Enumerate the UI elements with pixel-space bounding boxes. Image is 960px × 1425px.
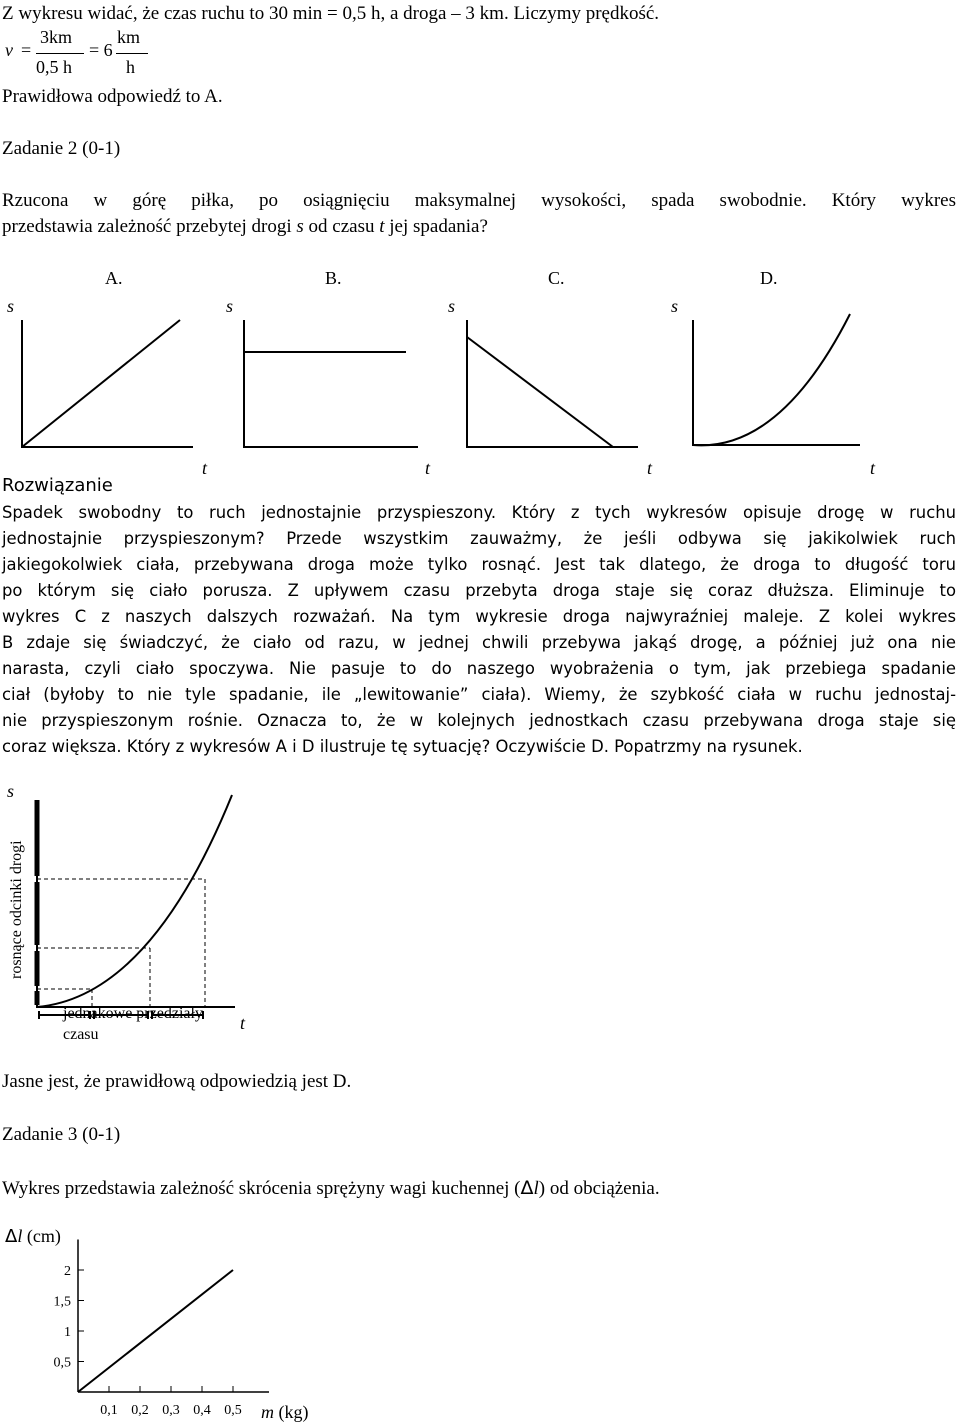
fraction-numerator: 3km — [40, 27, 73, 47]
graph-c-axis-s: s — [448, 296, 456, 316]
solution-line: wykres C z naszych dalszych rozważań. Na tym wykresie droga najwyraźniej maleje. Z kolei wykres — [2, 607, 956, 626]
option-label-a: A. — [105, 268, 123, 288]
chart-x-tick-label: 0,3 — [162, 1403, 180, 1418]
solution-line: coraz większa. Który z wykresów A i D ilustruje tę sytuację? Oczywiście D. Popatrzmy na rysunek. — [2, 737, 803, 756]
chart-y-label: Δl (cm) — [5, 1226, 61, 1247]
fraction-denominator: 0,5 h — [36, 57, 72, 77]
graph-c-axes — [467, 320, 638, 447]
task2-title: Zadanie 2 (0-1) — [2, 138, 121, 159]
equals-sign: = — [21, 40, 32, 60]
chart-x-tick-label: 0,4 — [193, 1403, 211, 1418]
unit-fraction-bar — [116, 53, 148, 54]
task2-question-line-2: przedstawia zależność przebytej drogi s od czasu t jej spadania? — [2, 216, 488, 237]
solution-line: po którym się ciało porusza. Z upływem czasu przebyta droga staje się coraz dłuższa. Eliminuje to — [2, 581, 956, 600]
equals-result: = 6 — [89, 40, 113, 60]
conclusion: Jasne jest, że prawidłową odpowiedzią jest D. — [2, 1071, 352, 1092]
chart-series-line — [78, 1270, 233, 1392]
figure-bottom-label: jednakowe przedziały — [63, 1005, 203, 1022]
task2-question-line-1: Rzucona w górę piłka, po osiągnięciu maksymalnej wysokości, spada swobodnie. Który wykres — [2, 190, 956, 211]
graph-d-axis-t: t — [870, 458, 876, 478]
graph-b-axis-t: t — [425, 458, 431, 478]
chart-y-tick-label: 1 — [64, 1325, 71, 1340]
option-label-d: D. — [760, 268, 778, 288]
chart-x-label: m (kg) — [261, 1402, 309, 1422]
solution-line: B zdaje się świadczyć, że ciało od razu, w jednej chwili przebywa jakąś drogę, a później już ona nie — [2, 633, 956, 652]
chart-y-tick-label: 2 — [64, 1264, 71, 1279]
intro-answer: Prawidłowa odpowiedź to A. — [2, 86, 223, 107]
chart-y-tick-label: 0,5 — [53, 1355, 71, 1371]
chart-y-tick-label: 1,5 — [53, 1294, 71, 1310]
graph-b-axes — [244, 320, 418, 447]
solution-line: ciał (byłoby to nie tyle spadanie, ile „lewitowanie” ciała). Wiemy, że szybkość ciała w ruchu jednostaj- — [2, 685, 956, 704]
graph-b-axis-s: s — [226, 296, 234, 316]
graph-c-line — [467, 337, 613, 447]
solution-line: narasta, czyli ciało spoczywa. Nie pasuje to do naszego wyobrażenia o tym, jak przebiega spadanie — [2, 659, 956, 678]
option-label-b: B. — [325, 268, 342, 288]
graph-d-axes — [693, 320, 860, 445]
graph-d-axis-s: s — [671, 296, 679, 316]
option-graphs — [0, 300, 960, 460]
task3-question: Wykres przedstawia zależność skrócenia sprężyny wagi kuchennej (Δl) od obciążenia. — [2, 1177, 660, 1199]
option-label-c: C. — [548, 268, 565, 288]
solution-line: jakiegokolwiek ciała, przebywana droga może tylko rosnąć. Jest tak dlatego, że droga to długość toru — [2, 555, 956, 574]
figure-axis-t: t — [240, 1013, 246, 1033]
figure-axis-s: s — [7, 781, 15, 801]
unit-numerator: km — [117, 27, 141, 47]
task3-title: Zadanie 3 (0-1) — [2, 1124, 121, 1145]
intro-line: Z wykresu widać, że czas ruchu to 30 min = 0,5 h, a droga – 3 km. Liczymy prędkość. — [2, 3, 660, 24]
solution-title: Rozwiązanie — [2, 475, 113, 496]
solution-line: nie przyspieszonym rośnie. Oznacza to, że w kolejnych jednostkach czasu przebywana droga staje się — [2, 711, 956, 730]
chart-x-tick-label: 0,1 — [100, 1403, 118, 1418]
velocity-symbol: v — [5, 40, 13, 60]
chart-x-tick-label: 0,5 — [224, 1403, 242, 1418]
graph-a-axes — [22, 320, 193, 447]
figure-vertical-label: rosnące odcinki drogi — [8, 840, 25, 979]
solution-line: Spadek swobodny to ruch jednostajnie przyspieszony. Który z tych wykresów opisuje drogę w ruchu — [2, 503, 956, 522]
graph-a-axis-s: s — [7, 296, 15, 316]
spring-chart — [0, 1245, 960, 1425]
solution-line: jednostajnie przyspieszonym? Przede wszystkim zauważmy, że jeśli odbywa się jakikolwiek ruch — [2, 529, 956, 548]
unit-denominator: h — [126, 57, 135, 77]
graph-d-curve — [693, 314, 850, 445]
graph-c-axis-t: t — [647, 458, 653, 478]
figure-curve — [37, 795, 232, 1007]
figure-bottom-label: czasu — [63, 1026, 99, 1043]
graph-a-axis-t: t — [202, 458, 208, 478]
graph-a-line — [22, 320, 180, 447]
chart-x-tick-label: 0,2 — [131, 1403, 149, 1418]
fraction-bar — [36, 53, 84, 54]
